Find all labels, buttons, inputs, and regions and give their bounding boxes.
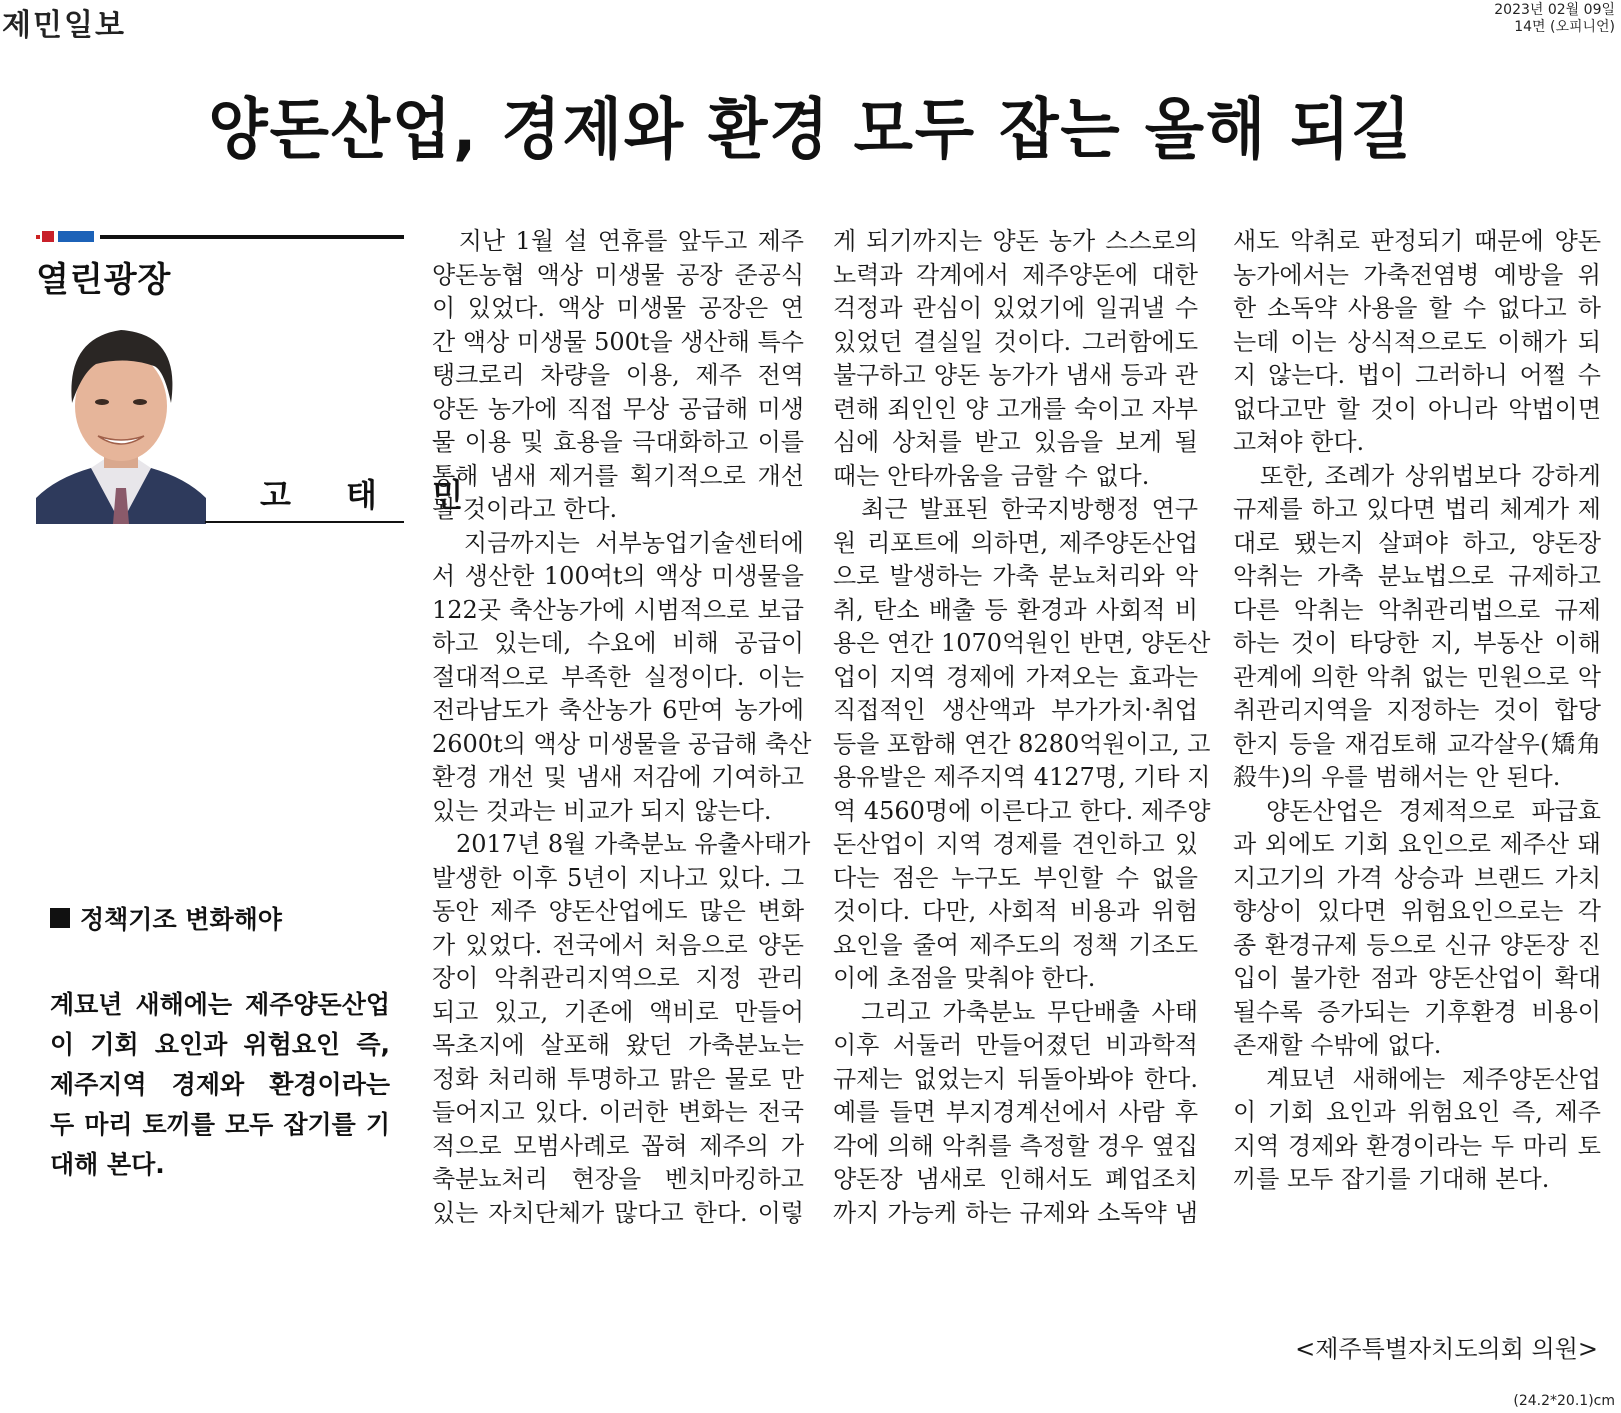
text-line: 심에 상처를 받고 있음을 보게 될	[833, 428, 1198, 456]
text-line: 규제를 하고 있다면 법리 체계가 제	[1233, 495, 1601, 523]
text-line: 탱크로리 차량을 이용, 제주 전역	[432, 361, 804, 389]
author-affiliation: <제주특별자치도의회 의원>	[1295, 1335, 1598, 1363]
text-line: 지역 경제와 환경이라는 두 마리 토	[1233, 1131, 1601, 1160]
text-line: 2600t의 액상 미생물을 공급해 축산	[432, 729, 812, 758]
pull-quote-summary: 계묘년 새해에는 제주양돈산업이 기회 요인과 위험요인 즉, 제주지역 경제와 환경이라는 두 마리 토끼를 모두 잡기를 기대해 본다.	[50, 990, 390, 1179]
text-line: 될 것이라고 한다.	[432, 495, 618, 523]
black-square-icon	[50, 908, 70, 928]
text-line: 서 생산한 100여t의 액상 미생물을	[432, 562, 804, 590]
text-line: 직접적인 생산액과 부가가치·취업	[833, 696, 1198, 724]
text-line: 그리고 가축분뇨 무단배출 사태	[833, 997, 1198, 1026]
text-line: 이에 초점을 맞춰야 한다.	[833, 964, 1096, 992]
text-line: 지금까지는 서부농업기술센터에	[432, 528, 804, 557]
publication-date: 2023년 02월 09일	[1494, 2, 1615, 18]
text-line: 불구하고 양돈 농가가 냄새 등과 관	[833, 361, 1198, 389]
text-line: 한 소독약 사용을 할 수 없다고 하	[1233, 294, 1601, 322]
text-line: 취, 탄소 배출 등 환경과 사회적 비	[833, 595, 1198, 624]
section-name: 열린광장	[36, 260, 172, 300]
text-line: 존재할 수밖에 없다.	[1233, 1031, 1442, 1059]
text-line: 원 리포트에 의하면, 제주양돈산업	[833, 528, 1198, 557]
article-column-3	[1233, 225, 1601, 1197]
text-line: 가 있었다. 전국에서 처음으로 양돈	[432, 930, 804, 959]
author-name: 고 태 민	[260, 476, 486, 514]
article-size-note: (24.2*20.1)cm	[1513, 1393, 1615, 1409]
text-line: 발생한 이후 5년이 지나고 있다. 그	[432, 863, 804, 892]
text-line: 전라남도가 축산농가 6만여 농가에	[432, 696, 804, 724]
text-line: 들어지고 있다. 이러한 변화는 전국	[432, 1098, 804, 1126]
text-line: 동안 제주 양돈산업에도 많은 변화	[432, 897, 804, 925]
text-line: 과 외에도 기회 요인으로 제주산 돼	[1233, 830, 1601, 858]
text-line: 장이 악취관리지역으로 지정 관리	[432, 964, 804, 992]
text-line: 122곳 축산농가에 시범적으로 보급	[432, 595, 804, 624]
text-line: 있는 자치단체가 많다고 한다. 이렇	[432, 1198, 804, 1227]
rule-red-block-icon	[42, 231, 54, 242]
text-line: 끼를 모두 잡기를 기대해 본다.	[1233, 1165, 1550, 1193]
text-line: 악취는 가축 분뇨법으로 규제하고	[1233, 562, 1601, 590]
text-line: 양돈장 냄새로 인해서도 폐업조치	[833, 1165, 1198, 1193]
text-line: 용은 연간 1070억원인 반면, 양돈산	[833, 629, 1211, 657]
text-line: 양돈산업은 경제적으로 파급효	[1233, 796, 1601, 825]
text-line: 최근 발표된 한국지방행정 연구	[833, 495, 1198, 523]
subheading-text: 정책기조 변화해야	[80, 905, 282, 934]
text-line: 있는 것과는 비교가 되지 않는다.	[432, 796, 772, 825]
text-line: 물 이용 및 효용을 극대화하고 이를	[432, 428, 804, 456]
text-line: 지고기의 가격 상승과 브랜드 가치	[1233, 863, 1601, 892]
text-line: 때는 안타까움을 금할 수 없다.	[833, 461, 1150, 490]
text-line: 취관리지역을 지정하는 것이 합당	[1233, 696, 1601, 724]
text-line: 되고 있고, 기존에 액비로 만들어	[432, 997, 804, 1026]
text-line: 될수록 증가되는 기후환경 비용이	[1233, 997, 1601, 1026]
text-line: 노력과 각계에서 제주양돈에 대한	[833, 260, 1198, 289]
rule-line	[100, 235, 404, 239]
text-line: 까지 가능케 하는 규제와 소독약 냄	[833, 1198, 1198, 1227]
text-line: 축분뇨처리 현장을 벤치마킹하고	[432, 1165, 804, 1193]
subheading	[50, 900, 282, 936]
text-line: 요인을 줄여 제주도의 정책 기조도	[833, 930, 1198, 959]
text-line: 이후 서둘러 만들어졌던 비과학적	[833, 1031, 1198, 1059]
text-line: 다는 점은 누구도 부인할 수 없을	[833, 863, 1198, 892]
text-line: 적으로 모범사례로 꼽혀 제주의 가	[432, 1131, 804, 1160]
text-line: 는데 이는 상식적으로도 이해가 되	[1233, 327, 1601, 356]
text-line: 으로 발생하는 가축 분뇨처리와 악	[833, 562, 1198, 590]
author-portrait-icon	[36, 318, 206, 524]
text-line: 농가에서는 가축전염병 예방을 위	[1233, 260, 1601, 289]
text-line: 새도 악취로 판정되기 때문에 양돈	[1233, 227, 1601, 255]
text-line: 관계에 의한 악취 없는 민원으로 악	[1233, 662, 1601, 691]
text-line: 지난 1월 설 연휴를 앞두고 제주	[432, 227, 804, 255]
newspaper-masthead: 제민일보	[2, 8, 126, 43]
text-line: 환경 개선 및 냄새 저감에 기여하고	[432, 763, 804, 791]
text-line: 없다고만 할 것이 아니라 악법이면	[1233, 394, 1601, 423]
article-column-2	[833, 225, 1211, 1230]
text-line: 이 있었다. 액상 미생물 공장은 연	[432, 294, 804, 322]
text-line: 역 4560명에 이른다고 한다. 제주양	[833, 796, 1211, 825]
text-line: 입이 불가한 점과 양돈산업이 확대	[1233, 964, 1601, 992]
text-line: 규제는 없었는지 뒤돌아봐야 한다.	[833, 1064, 1198, 1093]
article-headline: 양돈산업, 경제와 환경 모두 잡는 올해 되길	[208, 91, 1413, 168]
rule-dot-icon	[36, 235, 40, 239]
text-line: 대로 됐는지 살펴야 하고, 양돈장	[1233, 528, 1601, 557]
text-line: 이 기회 요인과 위험요인 즉, 제주	[1233, 1098, 1601, 1126]
text-line: 정화 처리해 투명하고 맑은 물로 만	[432, 1064, 804, 1093]
text-line: 한지 등을 재검토해 교각살우(矯角	[1233, 729, 1601, 758]
section-rule	[36, 230, 404, 244]
text-line: 향상이 있다면 위험요인으로는 각	[1233, 897, 1601, 925]
text-line: 또한, 조례가 상위법보다 강하게	[1233, 461, 1601, 490]
text-line: 계묘년 새해에는 제주양돈산업	[1233, 1064, 1601, 1093]
text-line: 다른 악취는 악취관리법으로 규제	[1233, 595, 1601, 624]
text-line: 걱정과 관심이 있었기에 일궈낼 수	[833, 294, 1198, 322]
text-line: 하는 것이 타당한 지, 부동산 이해	[1233, 629, 1601, 657]
text-line: 있었던 결실일 것이다. 그러함에도	[833, 327, 1198, 356]
author-rule	[205, 521, 404, 523]
text-line: 통해 냄새 제거를 획기적으로 개선	[432, 461, 804, 490]
text-line: 양돈농협 액상 미생물 공장 준공식	[432, 260, 804, 289]
text-line: 업이 지역 경제에 가져오는 효과는	[833, 662, 1198, 691]
text-line: 것이다. 다만, 사회적 비용과 위험	[833, 897, 1198, 925]
text-line: 간 액상 미생물 500t을 생산해 특수	[432, 327, 804, 356]
text-line: 련해 죄인인 양 고개를 숙이고 자부	[833, 394, 1198, 423]
text-line: 예를 들면 부지경계선에서 사람 후	[833, 1098, 1198, 1126]
dateline	[1494, 2, 1615, 36]
text-line: 게 되기까지는 양돈 농가 스스로의	[833, 227, 1198, 255]
text-line: 절대적으로 부족한 실정이다. 이는	[432, 662, 804, 691]
article-column-1	[432, 225, 812, 1230]
text-line: 殺牛)의 우를 범해서는 안 된다.	[1233, 763, 1561, 791]
text-line: 고쳐야 한다.	[1233, 428, 1365, 456]
text-line: 돈산업이 지역 경제를 견인하고 있	[833, 830, 1198, 858]
page-section: 14면 (오피니언)	[1514, 19, 1615, 35]
rule-blue-block-icon	[58, 231, 94, 242]
text-line: 양돈 농가에 직접 무상 공급해 미생	[432, 394, 804, 423]
text-line: 목초지에 살포해 왔던 가축분뇨는	[432, 1031, 804, 1059]
text-line: 지 않는다. 법이 그러하니 어쩔 수	[1233, 361, 1601, 389]
author-photo	[36, 318, 206, 524]
text-line: 용유발은 제주지역 4127명, 기타 지	[833, 763, 1211, 791]
text-line: 2017년 8월 가축분뇨 유출사태가	[432, 830, 811, 858]
text-line: 하고 있는데, 수요에 비해 공급이	[432, 629, 804, 657]
text-line: 등을 포함해 연간 8280억원이고, 고	[833, 729, 1211, 758]
text-line: 각에 의해 악취를 측정할 경우 옆집	[833, 1131, 1198, 1160]
text-line: 종 환경규제 등으로 신규 양돈장 진	[1233, 930, 1601, 959]
